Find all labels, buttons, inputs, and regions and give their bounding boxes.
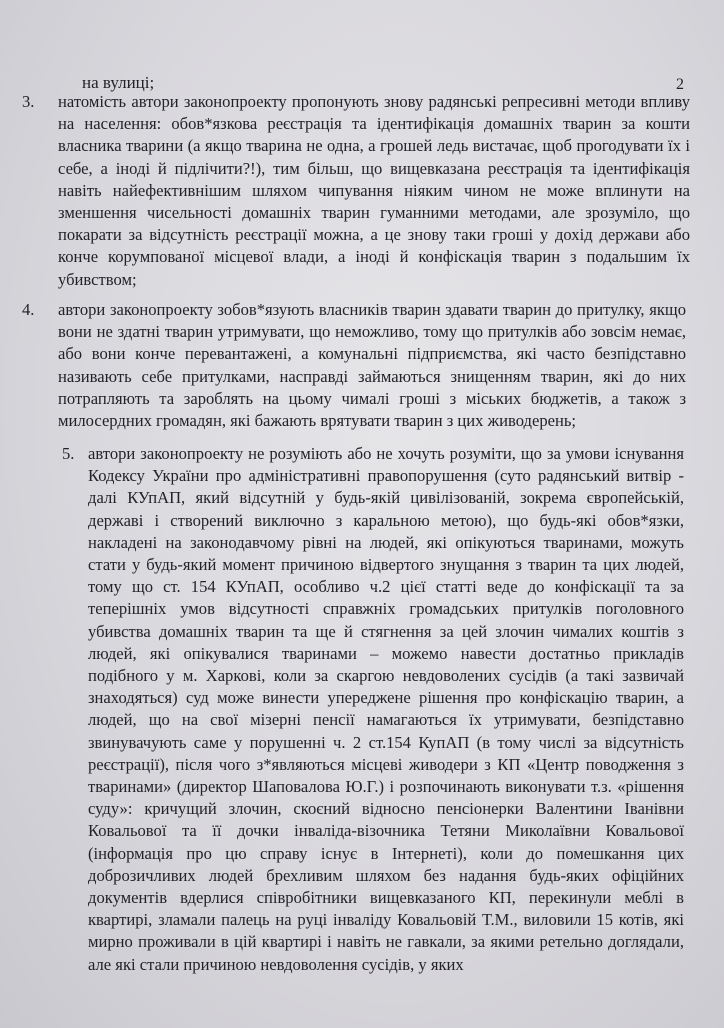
list-item-number: 5. [62,444,75,463]
list-item-5 [62,443,684,976]
intro-line: на вулиці; [82,73,155,92]
list-item-number: 3. [22,92,35,111]
list-item-4 [22,299,686,432]
list-item-text: натомість автори законопроекту пропонують знову радянські репресивні методи впливу на населення: обов*язкова реєстрація та ідентифікація домашніх тварин за кошти власника тварини (а якщо тварина не одна, а грошей ледь вистачає, щоб прогодувати їх і себе, а іноді й підлічити?!), тим більш, що вищевказана реєстрація та ідентифікація навіть найефективнішим шляхом чипування ніяким чином не може вплинути на зменшення чисельності домашніх тварин гуманними методами, але зрозуміло, що покарати за відсутність реєстрації можна, а це знову таки гроші у дохід держави або конче корумпованої місцевої влади, а іноді й конфіскація тварин з подальшим їх убивством; [58,92,690,289]
list-item-number: 4. [22,300,35,319]
list-item-3 [22,91,690,291]
page-number: 2 [676,76,684,93]
list-item-text: автори законопроекту не розуміють або не хочуть розуміти, що за умови існування Кодексу України про адміністративні правопорушення (суто радянський витвір - далі КУпАП, який відсутній у будь-якій цивілізованій, зокрема європейській, державі і створений виключно з каральною метою), що будь-які обов*язки, накладені на законодавчому рівні на людей, які опікуються тваринами, можуть стати у будь-який момент причиною відвертого знущання з тварин та цих людей, тому що ст. 154 КУпАП, особливо ч.2 цієї статті веде до конфіскації та за теперішніх умов відсутності справжніх громадських притулків поголовного убивства домашніх тварин та ще й стягнення за цей злочин чималих коштів з людей, які опікувалися тваринами – можемо навести достатньо прикладів подібного у м. Харкові, коли за скаргою невдоволених сусідів (а такі зазвичай знаходяться) суд може винести упереджене рішення про конфіскацію тварин, а людей, що на свої мізерні пенсії намагаються їх утримувати, безпідставно звинувачують саме у порушенні ч. 2 ст.154 КупАП (в тому числі за відсутність реєстрації), після чого з*являються місцеві живодери з КП «Центр поводження з тваринами» (директор Шаповалова Ю.Г.) і розпочинають виконувати т.з. «рішення суду»: кричущий злочин, скоєний відносно пенсіонерки Валентини Іванівни Ковальової та її дочки інваліда-візочника Тетяни Миколаївни Ковальової (інформація про цю справу існує в Інтернеті), коли до помешкання цих доброзичливих людей брехливим шляхом без надання будь-яких офіційних документів вдерлися співробітники вищевказаного КП, перекинули меблі в квартирі, зламали палець на руці інваліду Ковальовій Т.М., виловили 15 котів, які мирно проживали в цій квартирі і навіть не гавкали, за якими ретельно доглядали, але які стали причиною невдоволення сусідів, у яких [88,444,684,974]
list-item-text: автори законопроекту зобов*язують власників тварин здавати тварин до притулку, якщо вони не здатні тварин утримувати, що неможливо, тому що притулків або зовсім немає, або вони конче перевантажені, а комунальні підприємства, які часто безпідставно називають себе притулками, насправді займаються знищенням тварин, які до них потрапляють та зароблять на цьому чималі гроші з міських бюджетів, а також з милосердних громадян, які бажають врятувати тварин з цих живодерень; [58,300,686,431]
